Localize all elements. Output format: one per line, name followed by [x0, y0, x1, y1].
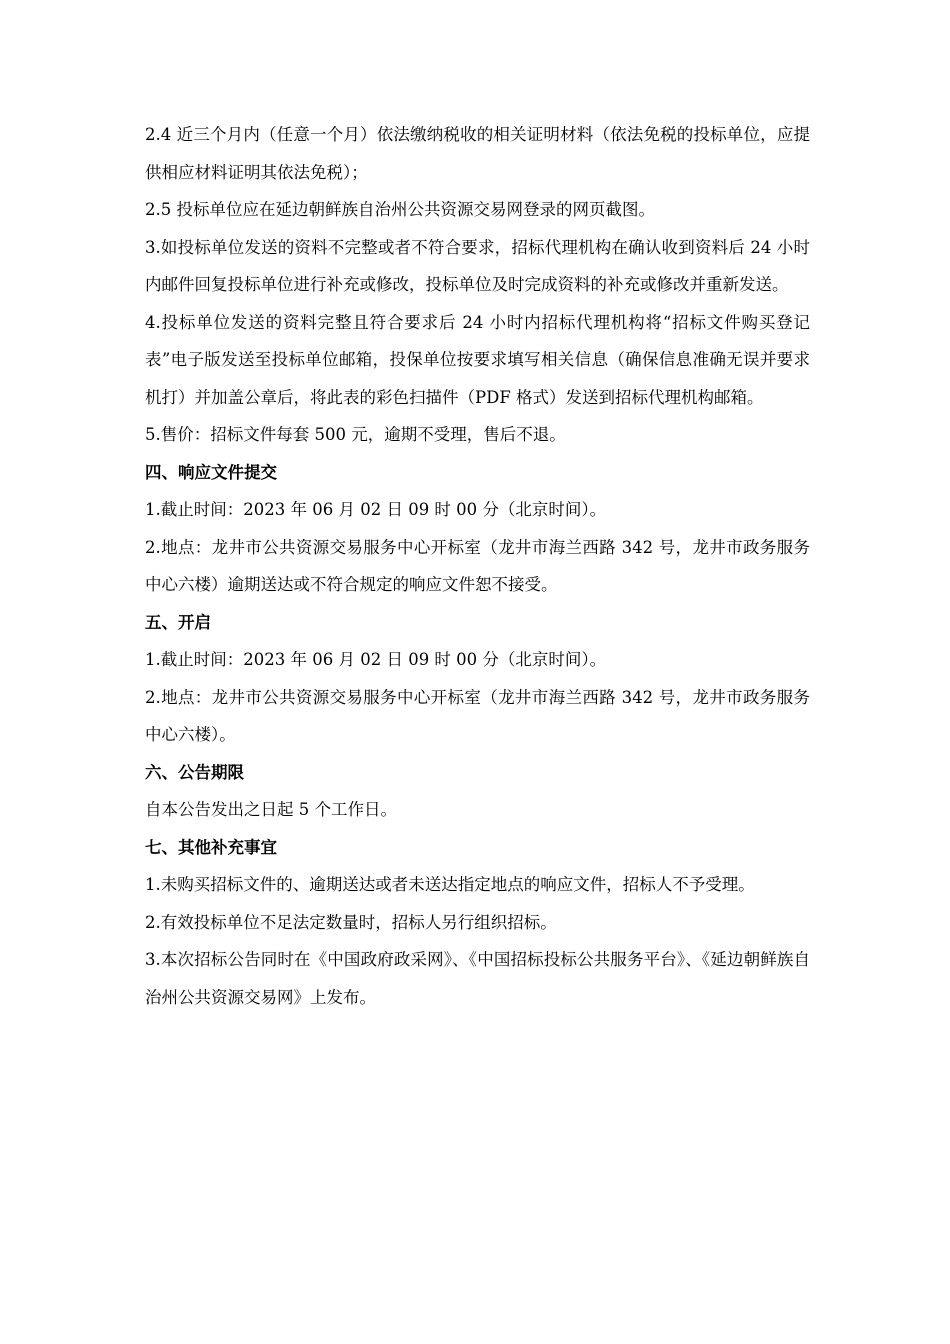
section-heading-5: 五、开启	[145, 612, 211, 632]
section-heading-4: 四、响应文件提交	[145, 462, 277, 482]
open-deadline: 1.截止时间：2023 年 06 月 02 日 09 时 00 分（北京时间）。	[145, 650, 607, 669]
supplement-2: 2.有效投标单位不足法定数量时，招标人另行组织招标。	[145, 912, 557, 932]
document-body	[145, 116, 810, 1016]
para-5: 5.售价：招标文件每套 500 元，逾期不受理，售后不退。	[145, 425, 566, 444]
para-2-5: 2.5 投标单位应在延边朝鲜族自治州公共资源交易网登录的网页截图。	[145, 200, 655, 219]
section-heading-6: 六、公告期限	[145, 762, 244, 782]
supplement-1: 1.未购买招标文件的、逾期送达或者未送达指定地点的响应文件，招标人不予受理。	[145, 875, 755, 894]
notice-period: 自本公告发出之日起 5 个工作日。	[145, 800, 397, 819]
submit-deadline: 1.截止时间：2023 年 06 月 02 日 09 时 00 分（北京时间）。	[145, 500, 607, 519]
para-2-4: 2.4 近三个月内（任意一个月）依法缴纳税收的相关证明材料（依法免税的投标单位，应提供相应材料证明其依法免税）；	[145, 125, 810, 182]
supplement-3: 3.本次招标公告同时在《中国政府政采网》、《中国招标投标公共服务平台》、《延边朝鲜族自治州公共资源交易网》上发布。	[145, 950, 810, 1007]
para-3: 3.如投标单位发送的资料不完整或者不符合要求，招标代理机构在确认收到资料后 24 小时内邮件回复投标单位进行补充或修改，投标单位及时完成资料的补充或修改并重新发送。	[145, 237, 810, 294]
open-location: 2.地点：龙井市公共资源交易服务中心开标室（龙井市海兰西路 342 号，龙井市政务服务中心六楼）。	[145, 687, 810, 744]
section-heading-7: 七、其他补充事宜	[145, 837, 277, 857]
para-4: 4.投标单位发送的资料完整且符合要求后 24 小时内招标代理机构将“招标文件购买登记表”电子版发送至投标单位邮箱，投保单位按要求填写相关信息（确保信息准确无误并要求机打）并加盖公章后，将此表的彩色扫描件（PDF 格式）发送到招标代理机构邮箱。	[145, 312, 810, 407]
submit-location: 2.地点：龙井市公共资源交易服务中心开标室（龙井市海兰西路 342 号，龙井市政务服务中心六楼）逾期送达或不符合规定的响应文件恕不接受。	[145, 537, 810, 594]
